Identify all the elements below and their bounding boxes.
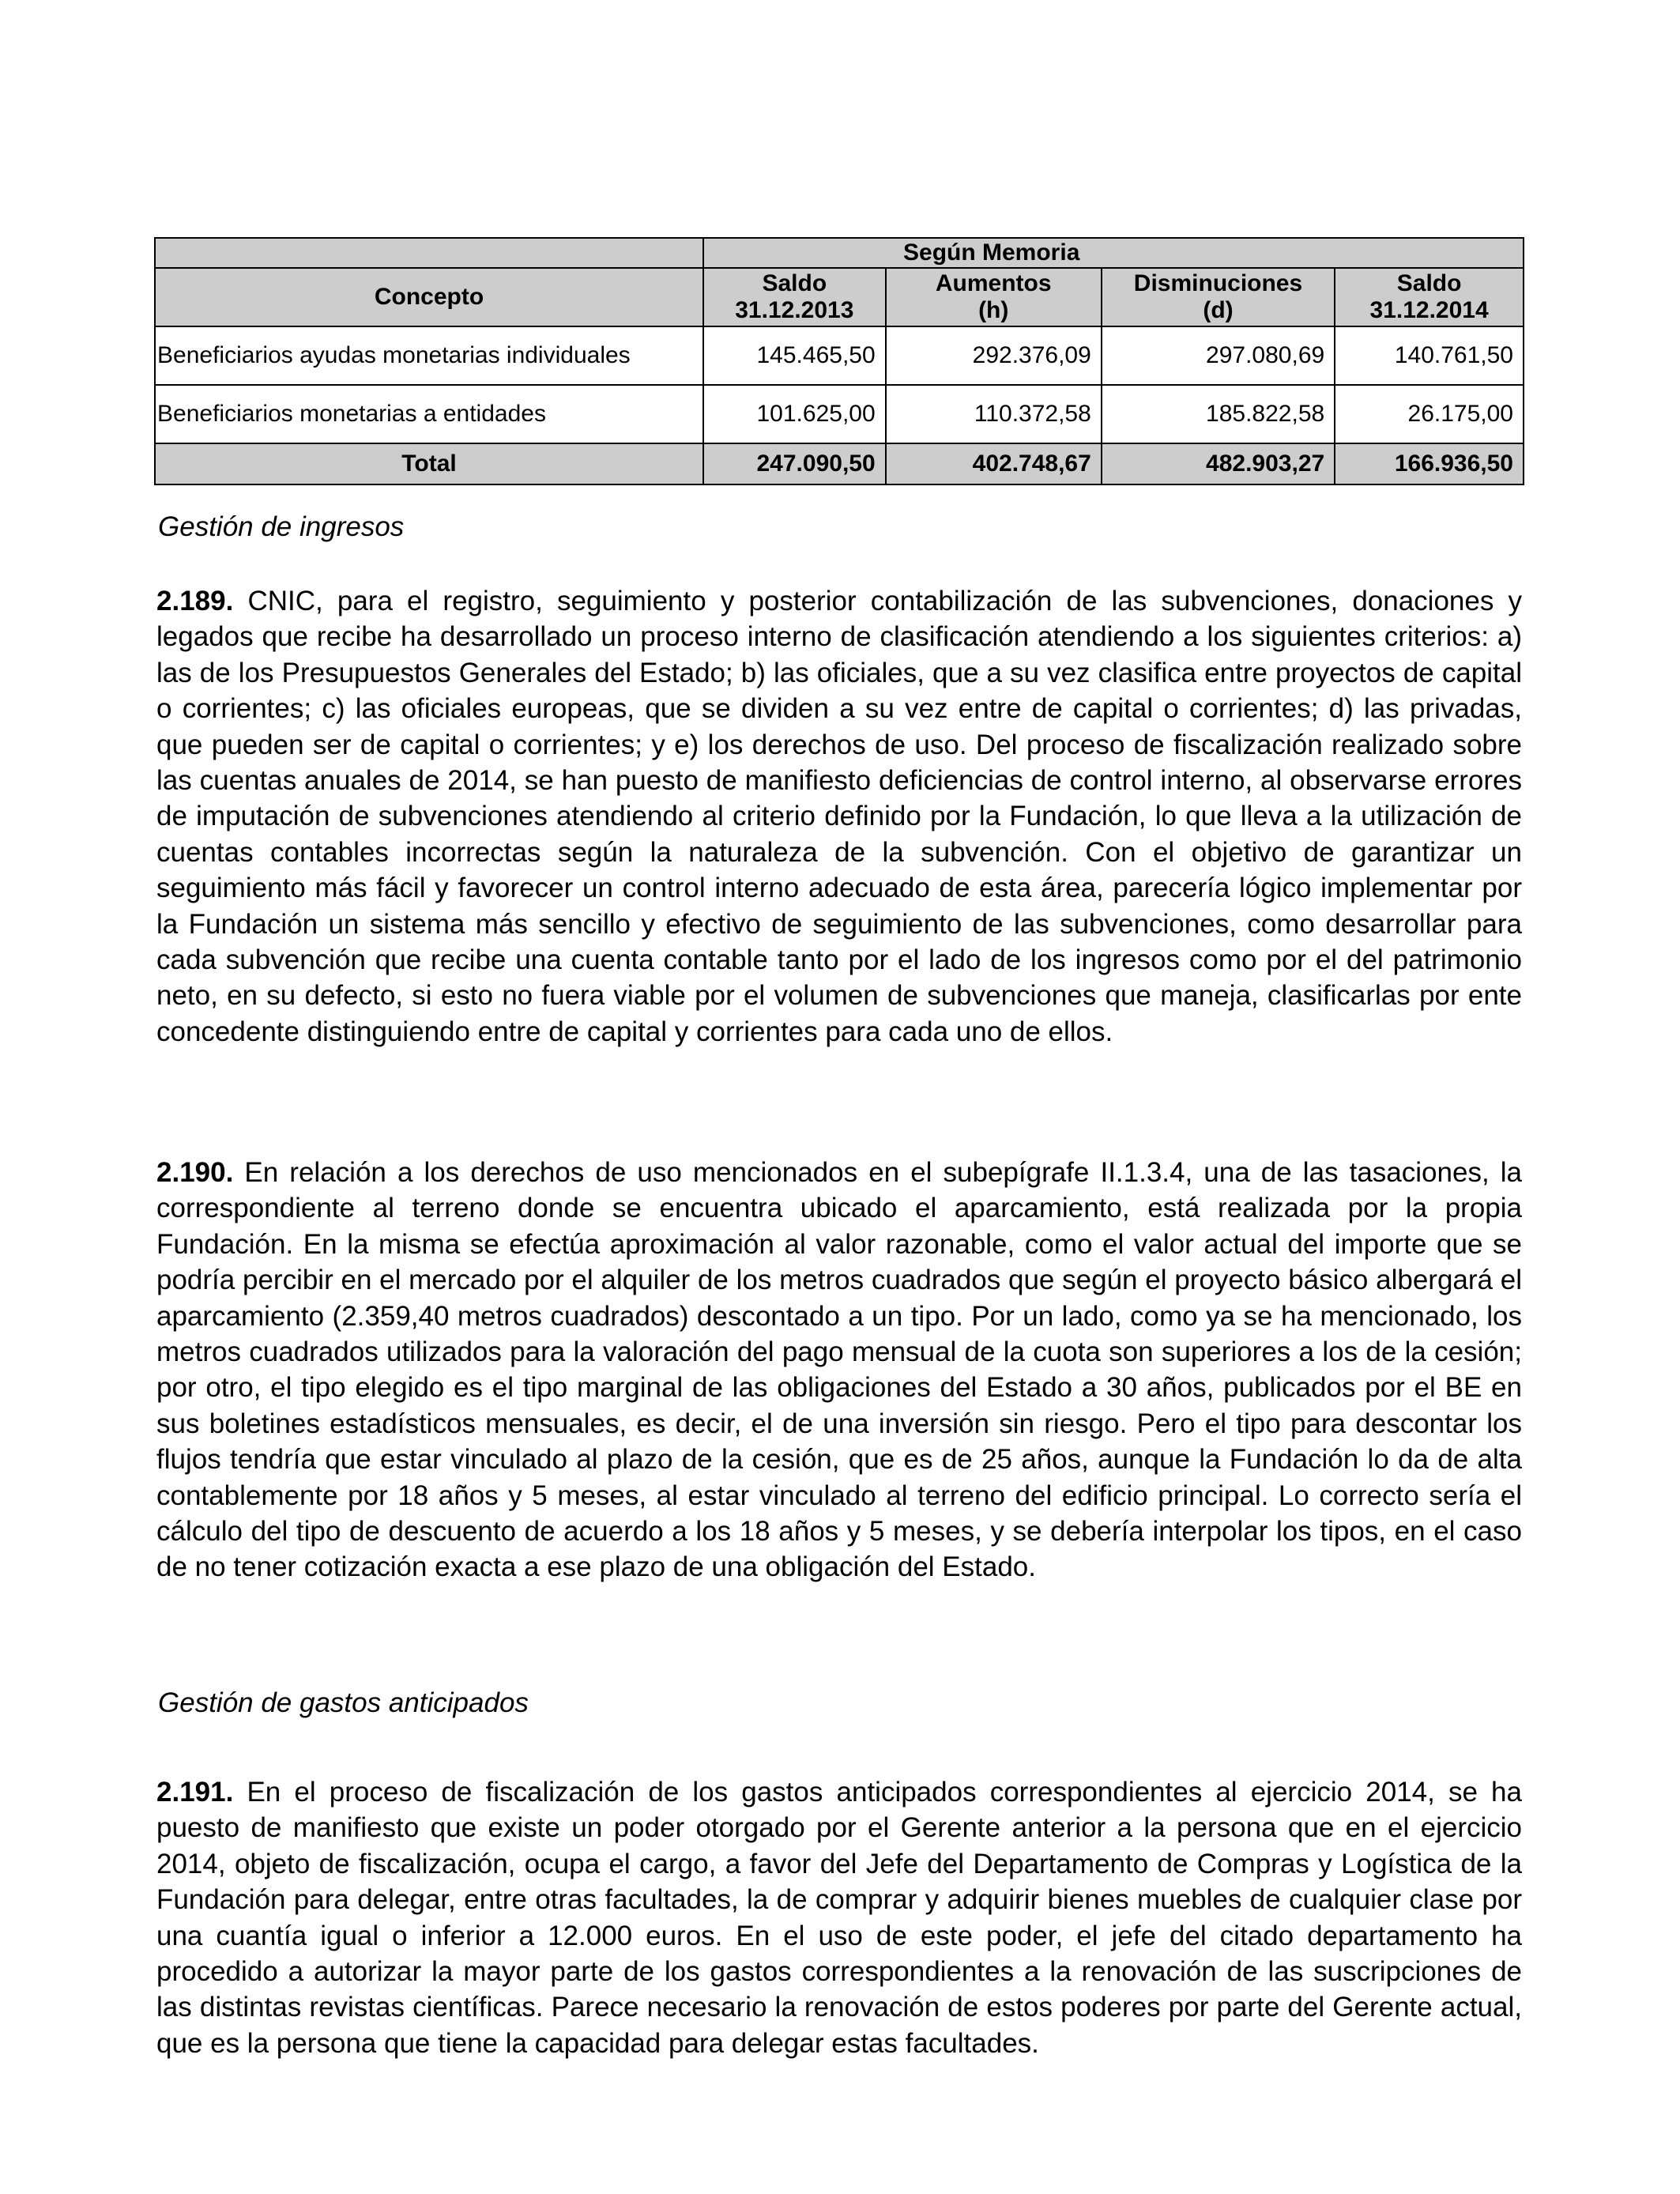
memoria-table	[154, 237, 1524, 485]
table-group-header-row	[155, 238, 1524, 268]
table-total-row: Total 247.090,50 402.748,67 482.903,27 166.936,50	[155, 443, 1524, 484]
paragraph-number: 2.191.	[156, 1777, 234, 1808]
paragraph-2-191	[156, 1774, 1522, 2061]
paragraph-2-189	[156, 583, 1522, 1050]
paragraph-number: 2.189.	[156, 586, 234, 616]
section-heading-gastos: Gestión de gastos anticipados	[158, 1687, 529, 1718]
table-row: Beneficiarios ayudas monetarias individuales 145.465,50 292.376,09 297.080,69 140.761,50	[155, 326, 1524, 385]
header-saldo-2013: Saldo 31.12.2013	[703, 268, 886, 326]
header-aumentos: Aumentos (h)	[886, 268, 1102, 326]
header-disminuciones: Disminuciones (d)	[1102, 268, 1335, 326]
paragraph-number: 2.190.	[156, 1157, 234, 1188]
table-row: Beneficiarios monetarias a entidades 101.625,00 110.372,58 185.822,58 26.175,00	[155, 385, 1524, 443]
paragraph-2-190	[156, 1155, 1522, 1585]
header-saldo-2014: Saldo 31.12.2014	[1335, 268, 1524, 326]
header-concepto: Concepto	[155, 268, 703, 326]
table-header-row	[155, 268, 1524, 326]
section-heading-ingresos: Gestión de ingresos	[158, 511, 405, 542]
paragraph-text: En el proceso de fiscalización de los gastos anticipados correspondientes al ejercicio 2014, se ha puesto de manifiesto que existe un poder otorgado por el Gerente anterior a la persona que en el ejercicio 2014, objeto de fiscalización, ocupa el cargo, a favor del Jefe del Departamento de Compras y Logística de la Fundación para delegar, entre otras facultades, la de comprar y adquirir bienes muebles de cualquier clase por una cuantía igual o inferior a 12.000 euros. En el uso de este poder, el jefe del citado departamento ha procedido a autorizar la mayor parte de los gastos correspondientes a la renovación de las suscripciones de las distintas revistas científicas. Parece necesario la renovación de estos poderes por parte del Gerente actual, que es la persona que tiene la capacidad para delegar estas facultades.	[156, 1777, 1522, 2059]
group-header: Según Memoria	[703, 238, 1524, 268]
paragraph-text: CNIC, para el registro, seguimiento y posterior contabilización de las subvenciones, donaciones y legados que recibe ha desarrollado un proceso interno de clasificación atendiendo a los siguientes criterios: a) las de los Presupuestos Generales del Estado; b) las oficiales, que a su vez clasifica entre proyectos de capital o corrientes; c) las oficiales europeas, que se dividen a su vez entre de capital o corrientes; d) las privadas, que pueden ser de capital o corrientes; y e) los derechos de uso. Del proceso de fiscalización realizado sobre las cuentas anuales de 2014, se han puesto de manifiesto deficiencias de control interno, al observarse errores de imputación de subvenciones atendiendo al criterio definido por la Fundación, lo que lleva a la utilización de cuentas contables incorrectas según la naturaleza de la subvención. Con el objetivo de garantizar un seguimiento más fácil y favorecer un control interno adecuado de esta área, parecería lógico implementar por la Fundación un sistema más sencillo y efectivo de seguimiento de las subvenciones, como desarrollar para cada subvención que recibe una cuenta contable tanto por el lado de los ingresos como por el del patrimonio neto, en su defecto, si esto no fuera viable por el volumen de subvenciones que maneja, clasificarlas por ente concedente distinguiendo entre de capital y corrientes para cada uno de ellos.	[156, 586, 1522, 1047]
paragraph-text: En relación a los derechos de uso mencionados en el subepígrafe II.1.3.4, una de las tasaciones, la correspondiente al terreno donde se encuentra ubicado el aparcamiento, está realizada por la propia Fundación. En la misma se efectúa aproximación al valor razonable, como el valor actual del importe que se podría percibir en el mercado por el alquiler de los metros cuadrados que según el proyecto básico albergará el aparcamiento (2.359,40 metros cuadrados) descontado a un tipo. Por un lado, como ya se ha mencionado, los metros cuadrados utilizados para la valoración del pago mensual de la cuota son superiores a los de la cesión; por otro, el tipo elegido es el tipo marginal de las obligaciones del Estado a 30 años, publicados por el BE en sus boletines estadísticos mensuales, es decir, el de una inversión sin riesgo. Pero el tipo para descontar los flujos tendría que estar vinculado al plazo de la cesión, que es de 25 años, aunque la Fundación lo da de alta contablemente por 18 años y 5 meses, al estar vinculado al terreno del edificio principal. Lo correcto sería el cálculo del tipo de descuento de acuerdo a los 18 años y 5 meses, y se debería interpolar los tipos, en el caso de no tener cotización exacta a ese plazo de una obligación del Estado.	[156, 1157, 1522, 1583]
